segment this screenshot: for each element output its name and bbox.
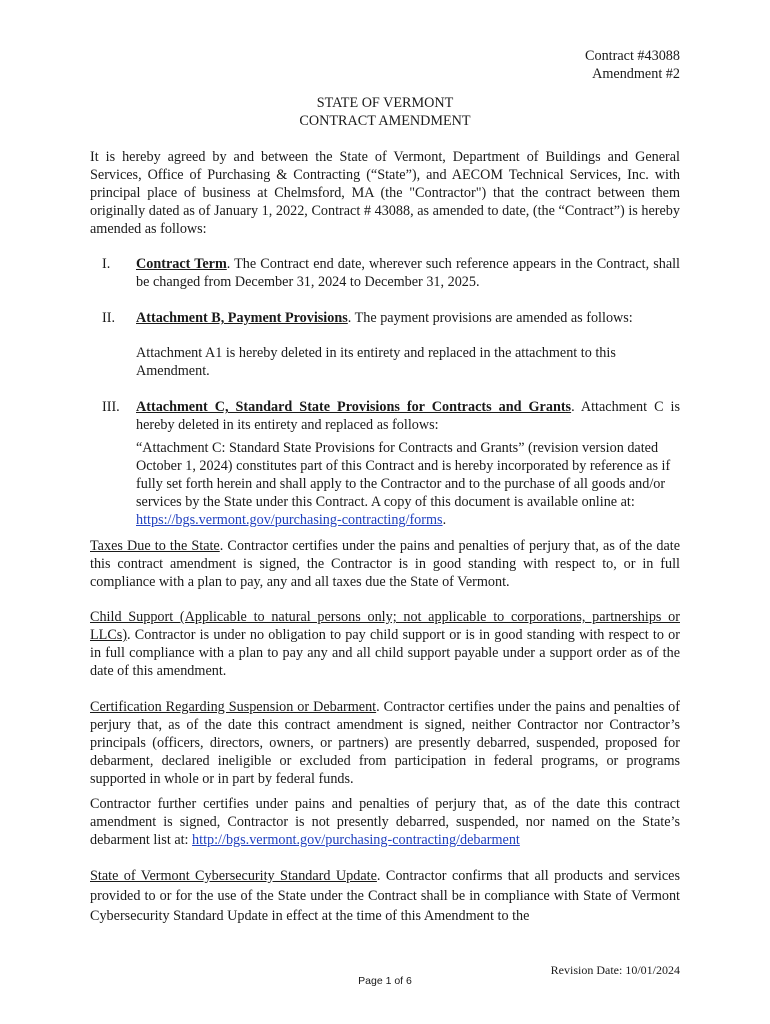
taxes-paragraph: [90, 537, 680, 591]
item-1-text: . The Contract end date, wherever such reference appears in the Contract, shall be changed from December 31, 2024 to December 31, 2025.: [136, 256, 680, 290]
item-3-sub: [136, 439, 680, 529]
item-3-sub-end: .: [442, 512, 447, 528]
item-2-sub: Attachment A1 is hereby deleted in its entirety and replaced in the attachment to this Amendment.: [136, 345, 616, 379]
cyber-heading: State of Vermont Cybersecurity Standard Update: [90, 868, 377, 884]
intro-paragraph: It is hereby agreed by and between the State of Vermont, Department of Buildings and General Services, Office of Purchasing & Contracting (“State”), and AECOM Technical Services, Inc. with principal place of business at Chelmsford, MA (the "Contractor") that the contract between them originally dated as of January 1, 2022, Contract # 43088, as amended to date, (the “Contract”) is hereby amended as follows:: [90, 149, 680, 237]
amendment-number: Amendment #2: [592, 66, 680, 82]
page-number: Page 1 of 6: [358, 975, 412, 987]
title-line-2: CONTRACT AMENDMENT: [299, 113, 471, 129]
item-3-sub-text: “Attachment C: Standard State Provisions for Contracts and Grants” (revision version dated October 1, 2024) constitutes part of this Contract and is hereby incorporated by reference as if fully set forth herein and shall apply to the Contractor and to the purchase of all goods and/or services by the State under this Contract. A copy of this document is available online at:: [136, 440, 671, 510]
taxes-heading: Taxes Due to the State: [90, 538, 220, 554]
forms-link[interactable]: https://bgs.vermont.gov/purchasing-contracting/forms: [136, 512, 443, 528]
debarment-paragraph: [90, 698, 680, 788]
debarment-further-text: Contractor further certifies under pains and penalties of perjury that, as of the date this contract amendment is signed, Contractor is not presently debarred, suspended, nor named on the State’s debarment list at:: [90, 796, 680, 848]
title-line-1: STATE OF VERMONT: [316, 95, 454, 111]
item-3-number: III.: [102, 399, 120, 415]
revision-date: Revision Date: 10/01/2024: [550, 963, 680, 977]
item-2-text: . The payment provisions are amended as follows:: [347, 310, 633, 326]
debarment-heading: Certification Regarding Suspension or Debarment: [90, 699, 377, 715]
taxes-text: . Contractor certifies under the pains and penalties of perjury that, as of the date this contract amendment is signed, the Contractor is in good standing with respect to, or in full compliance with a plan to pay, any and all taxes due the State of Vermont.: [90, 538, 680, 590]
child-support-paragraph: [90, 608, 680, 680]
item-1-heading: Contract Term: [136, 256, 227, 272]
item-3-body: [136, 398, 680, 434]
item-2-heading: Attachment B, Payment Provisions: [136, 310, 348, 326]
debarment-text: . Contractor certifies under the pains and penalties of perjury that, as of the date this contract amendment is signed, neither Contractor nor Contractor’s principals (officers, directors, owners, or partners) are presently debarred, suspended, proposed for debarment, declared ineligible or excluded from participation in federal programs, or programs supported in whole or in part by federal funds.: [90, 699, 680, 787]
item-3-heading: Attachment C, Standard State Provisions for Contracts and Grants: [136, 399, 572, 415]
item-2-number: II.: [102, 310, 115, 326]
child-support-text: . Contractor is under no obligation to pay child support or is in good standing with respect to or in full compliance with a plan to pay any and all child support payable under a support order as of the date of this amendment.: [90, 627, 680, 679]
item-1-number: I.: [102, 256, 111, 272]
cyber-text: . Contractor confirms that all products and services provided to or for the use of the State under the Contract shall be in compliance with State of Vermont Cybersecurity Standard Update in effect at the time of this Amendment to the: [90, 868, 680, 924]
child-support-heading: Child Support (Applicable to natural persons only; not applicable to corporations, partnerships or LLCs): [90, 609, 680, 643]
cyber-paragraph: [90, 866, 680, 926]
contract-number: Contract #43088: [585, 48, 680, 64]
item-1-body: [136, 255, 680, 291]
document-title: [0, 94, 770, 130]
debarment-further-paragraph: [90, 795, 680, 849]
contract-header: [585, 47, 680, 83]
item-2-body: [136, 309, 680, 327]
debarment-link[interactable]: http://bgs.vermont.gov/purchasing-contracting/debarment: [192, 832, 520, 848]
item-3-text: . Attachment C is hereby deleted in its entirety and replaced as follows:: [136, 399, 681, 433]
